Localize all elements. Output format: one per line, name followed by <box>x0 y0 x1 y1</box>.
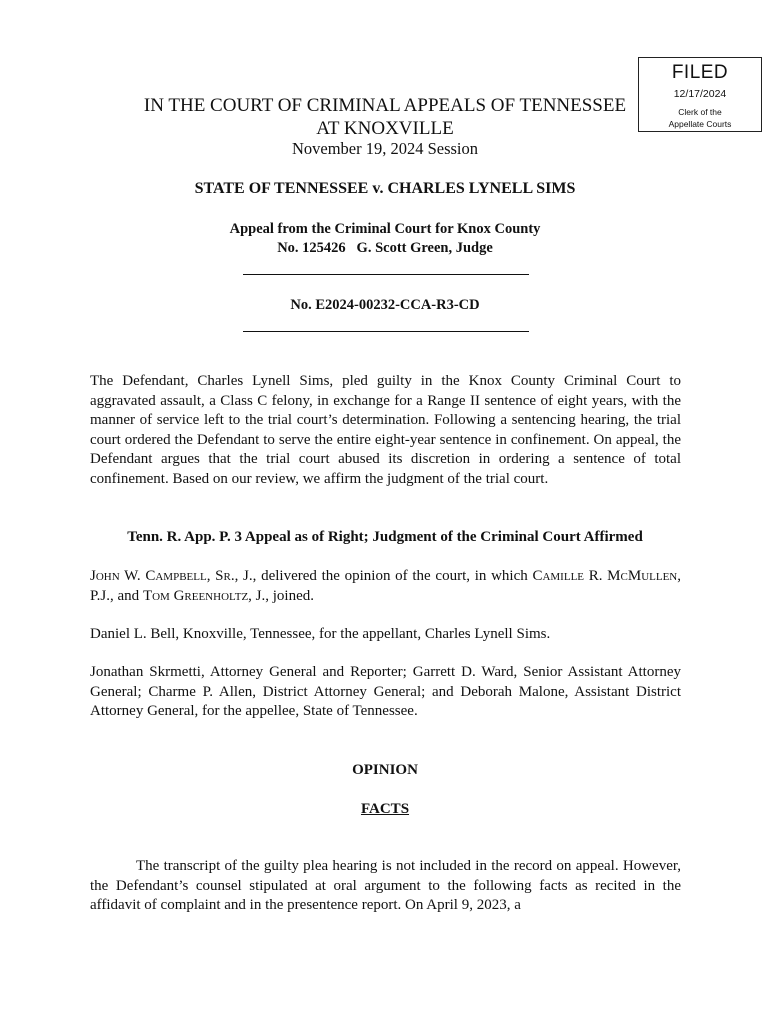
case-summary: The Defendant, Charles Lynell Sims, pled guilty in the Knox County Criminal Court to aggravated assault, a Class C felony, in exchange for a Range II sentence of eight years, with the manner of service left to the trial court’s determination. Following a sentencing hearing, the trial court ordered the Defendant to serve the entire eight-year sentence in confinement. On appeal, the Defendant argues that the trial court abused its discretion in ordering a sentence of total confinement. Based on our review, we affirm the judgment of the trial court. <box>90 373 681 487</box>
stamp-title: FILED <box>671 62 729 83</box>
holding-line: Tenn. R. App. P. 3 Appeal as of Right; Judgment of the Criminal Court Affirmed <box>127 529 643 545</box>
author-text: , delivered the opinion of the court, in which <box>252 568 533 584</box>
joining-judge: Camille R. McMullen <box>532 568 678 584</box>
court-name: IN THE COURT OF CRIMINAL APPEALS OF TENNESSEE <box>143 95 627 116</box>
authoring-judge: John W. Campbell, Sr., J. <box>90 568 253 584</box>
stamp-courts-line: Appellate Courts <box>668 119 732 129</box>
facts-paragraph: The transcript of the guilty plea hearing is not included in the record on appeal. However, the Defendant’s counsel stipulated at oral argument to the following facts as recited in the affidavit of complaint and in the presentence report. On April 9, 2023, a <box>90 858 681 914</box>
facts-heading: FACTS <box>360 801 410 817</box>
appeal-origin: Appeal from the Criminal Court for Knox County <box>229 221 541 237</box>
appellant-counsel: Daniel L. Bell, Knoxville, Tennessee, for the appellant, Charles Lynell Sims. <box>90 626 551 642</box>
divider-line <box>243 274 529 275</box>
court-location: AT KNOXVILLE <box>316 118 454 139</box>
docket-number: No. E2024-00232-CCA-R3-CD <box>290 297 480 313</box>
divider-line <box>243 331 529 332</box>
author-text: , P.J., and <box>90 568 681 604</box>
stamp-date: 12/17/2024 <box>673 88 727 100</box>
opinion-heading: OPINION <box>352 762 418 778</box>
stamp-clerk-line: Clerk of the <box>678 107 722 117</box>
trial-case-number: No. 125426 G. Scott Green, Judge <box>277 240 493 256</box>
appellee-counsel: Jonathan Skrmetti, Attorney General and Reporter; Garrett D. Ward, Senior Assistant Attorney General; Charme P. Allen, District Attorney General; and Deborah Malone, Assistant District Attorney General, for the appellee, State of Tennessee. <box>90 664 681 720</box>
author-text: , J., joined. <box>248 587 315 604</box>
joining-judge: Tom Greenholtz <box>142 587 249 604</box>
case-title: STATE OF TENNESSEE v. CHARLES LYNELL SIMS <box>194 180 576 197</box>
session-date: November 19, 2024 Session <box>291 139 479 158</box>
authoring-judge-line <box>90 567 681 606</box>
